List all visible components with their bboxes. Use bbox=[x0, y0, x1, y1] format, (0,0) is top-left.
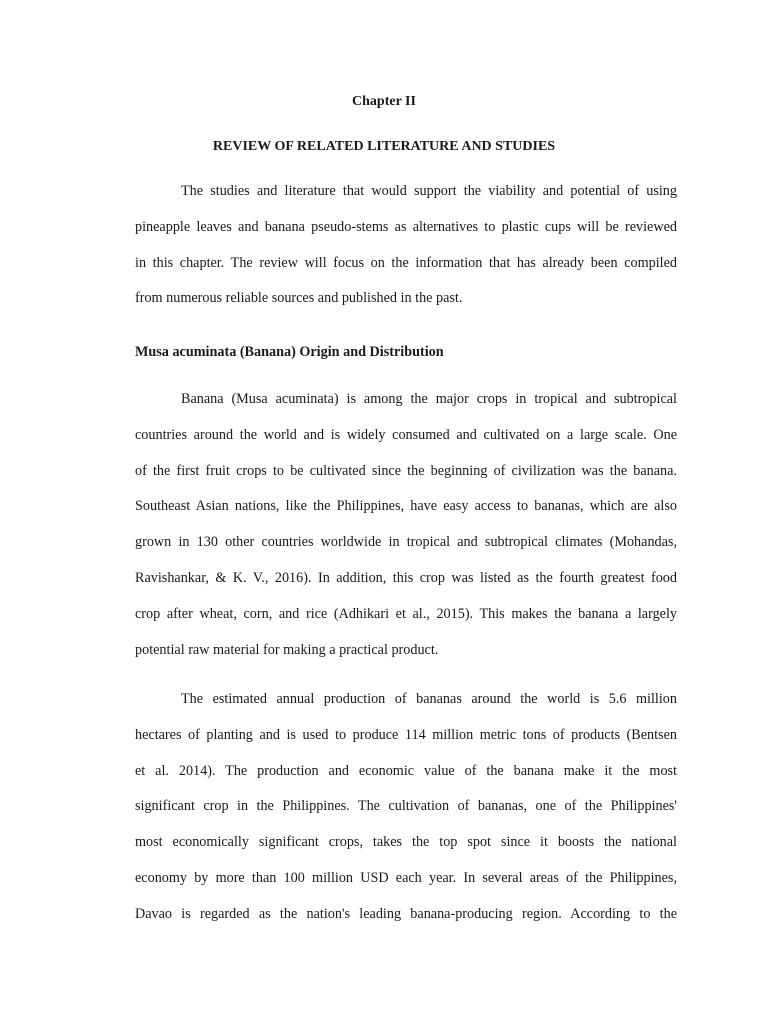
paragraph-line: et al. 2014). The production and economic value of the banana make it the most bbox=[135, 762, 677, 779]
paragraph-line: Banana (Musa acuminata) is among the major crops in tropical and subtropical bbox=[181, 391, 677, 407]
paragraph-line: crop after wheat, corn, and rice (Adhikari et al., 2015). This makes the banana a largely bbox=[135, 605, 677, 622]
paragraph-line: of the first fruit crops to be cultivated since the beginning of civilization was the banana. bbox=[135, 462, 677, 479]
paragraph-line: pineapple leaves and banana pseudo-stems as alternatives to plastic cups will be reviewed bbox=[135, 218, 677, 235]
paragraph-line: most economically significant crops, takes the top spot since it boosts the national bbox=[135, 834, 677, 851]
paragraph-line: grown in 130 other countries worldwide in tropical and subtropical climates (Mohandas, bbox=[135, 534, 677, 551]
paragraph-line: hectares of planting and is used to produce 114 million metric tons of products (Bentsen bbox=[135, 726, 677, 743]
banana-origin-paragraph bbox=[135, 382, 677, 668]
paragraph-line: countries around the world and is widely consumed and cultivated on a large scale. One bbox=[135, 426, 677, 443]
paragraph-line: in this chapter. The review will focus on the information that has already been compiled bbox=[135, 254, 677, 271]
chapter-title: REVIEW OF RELATED LITERATURE AND STUDIES bbox=[212, 139, 556, 154]
paragraph-line: The estimated annual production of bananas around the world is 5.6 million bbox=[181, 691, 677, 707]
intro-paragraph bbox=[135, 174, 677, 317]
section-heading: Musa acuminata (Banana) Origin and Distribution bbox=[135, 344, 444, 360]
paragraph-line: from numerous reliable sources and published in the past. bbox=[135, 290, 463, 307]
paragraph-line: Southeast Asian nations, like the Philippines, have easy access to bananas, which are also bbox=[135, 498, 677, 515]
paragraph-line: The studies and literature that would support the viability and potential of using bbox=[181, 183, 677, 199]
paragraph-line: economy by more than 100 million USD each year. In several areas of the Philippines, bbox=[135, 869, 677, 886]
paragraph-line: significant crop in the Philippines. The cultivation of bananas, one of the Philippines' bbox=[135, 798, 677, 815]
paragraph-line: potential raw material for making a practical product. bbox=[135, 641, 439, 658]
chapter-label: Chapter II bbox=[352, 94, 416, 109]
paragraph-line: Ravishankar, & K. V., 2016). In addition, this crop was listed as the fourth greatest food bbox=[135, 569, 677, 586]
banana-production-paragraph bbox=[135, 682, 677, 933]
paragraph-line: Davao is regarded as the nation's leading banana-producing region. According to the bbox=[135, 905, 677, 922]
